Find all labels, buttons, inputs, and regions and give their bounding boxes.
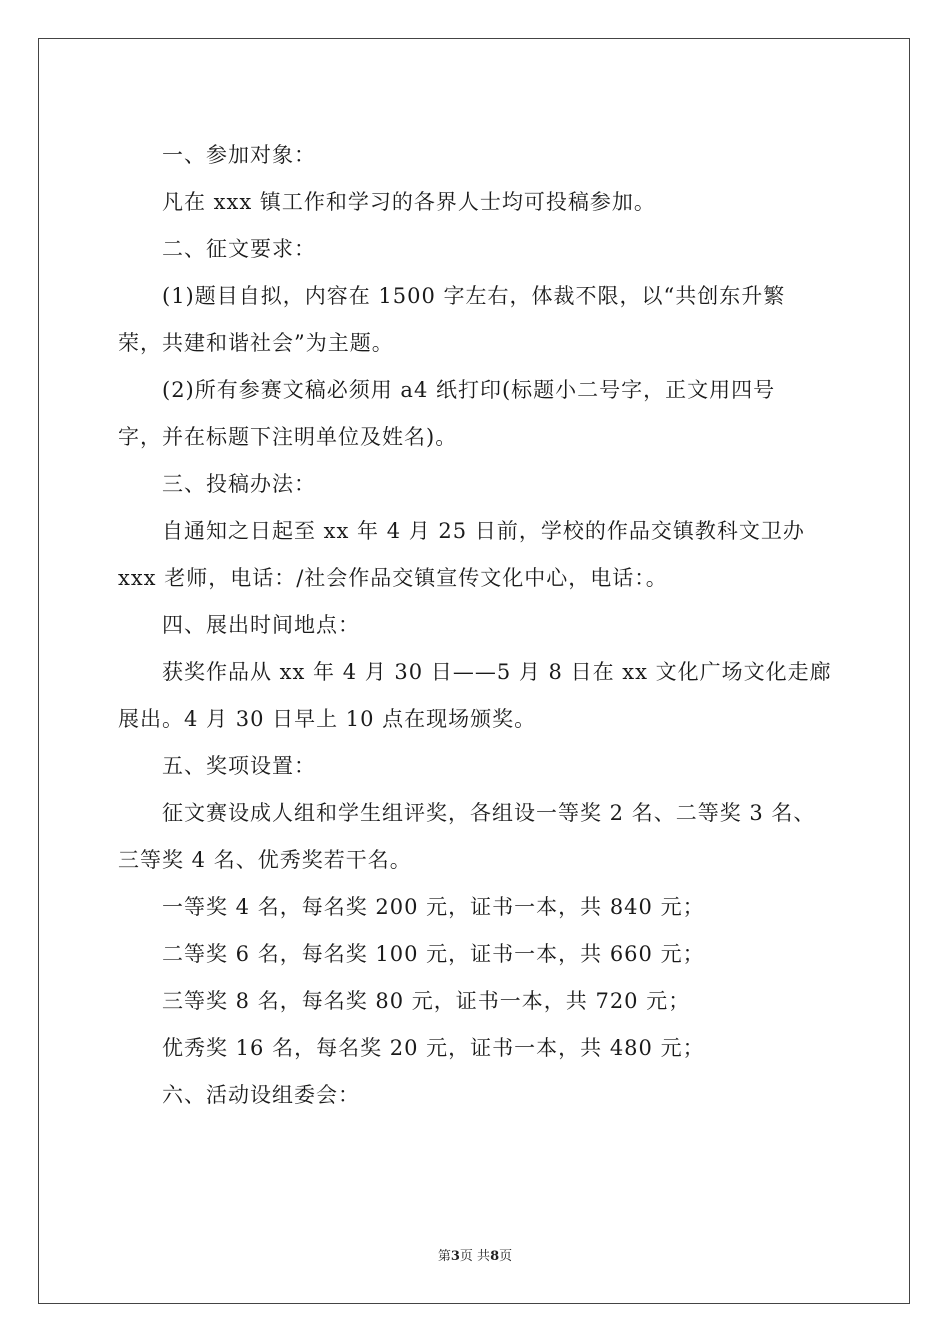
paragraph-line: 自通知之日起至 xx 年 4 月 25 日前，学校的作品交镇教科文卫办 (162, 519, 805, 543)
document-body (118, 132, 836, 1119)
paragraph-line: (2)所有参赛文稿必须用 a4 纸打印(标题小二号字，正文用四号 (162, 378, 776, 402)
footer-suffix: 页 (499, 1249, 513, 1264)
section-heading: 五、奖项设置： (162, 754, 316, 778)
prize-line: 一等奖 4 名，每名奖 200 元，证书一本，共 840 元； (162, 895, 705, 919)
section-heading: 六、活动设组委会： (162, 1083, 360, 1107)
prize-line: 三等奖 8 名，每名奖 80 元，证书一本，共 720 元； (162, 989, 691, 1013)
paragraph-line: 获奖作品从 xx 年 4 月 30 日——5 月 8 日在 xx 文化广场文化走廊 (162, 660, 832, 684)
paragraph-line: 征文赛设成人组和学生组评奖，各组设一等奖 2 名、二等奖 3 名、 (162, 801, 816, 825)
paragraph-line: xxx 老师，电话：/社会作品交镇宣传文化中心，电话：。 (118, 566, 668, 590)
paragraph-line: 展出。4 月 30 日早上 10 点在现场颁奖。 (118, 707, 537, 731)
section-heading: 一、参加对象： (162, 143, 316, 167)
paragraph-line: (1)题目自拟，内容在 1500 字左右，体裁不限，以“共创东升繁 (162, 284, 786, 308)
section-heading: 三、投稿办法： (162, 472, 316, 496)
footer-mid: 页 共 (459, 1249, 491, 1264)
paragraph-line: 荣，共建和谐社会”为主题。 (118, 331, 394, 355)
current-page-number: 3 (450, 1249, 460, 1264)
section-heading: 四、展出时间地点： (162, 613, 360, 637)
prize-line: 二等奖 6 名，每名奖 100 元，证书一本，共 660 元； (162, 942, 705, 966)
paragraph-line: 字，并在标题下注明单位及姓名)。 (118, 425, 458, 449)
paragraph-line: 凡在 xxx 镇工作和学习的各界人士均可投稿参加。 (162, 190, 656, 214)
section-heading: 二、征文要求： (162, 237, 316, 261)
paragraph-line: 三等奖 4 名、优秀奖若干名。 (118, 848, 412, 872)
footer-prefix: 第 (437, 1249, 451, 1264)
total-page-number: 8 (490, 1249, 500, 1264)
page-number-footer (0, 1245, 950, 1264)
prize-line: 优秀奖 16 名，每名奖 20 元，证书一本，共 480 元； (162, 1036, 705, 1060)
